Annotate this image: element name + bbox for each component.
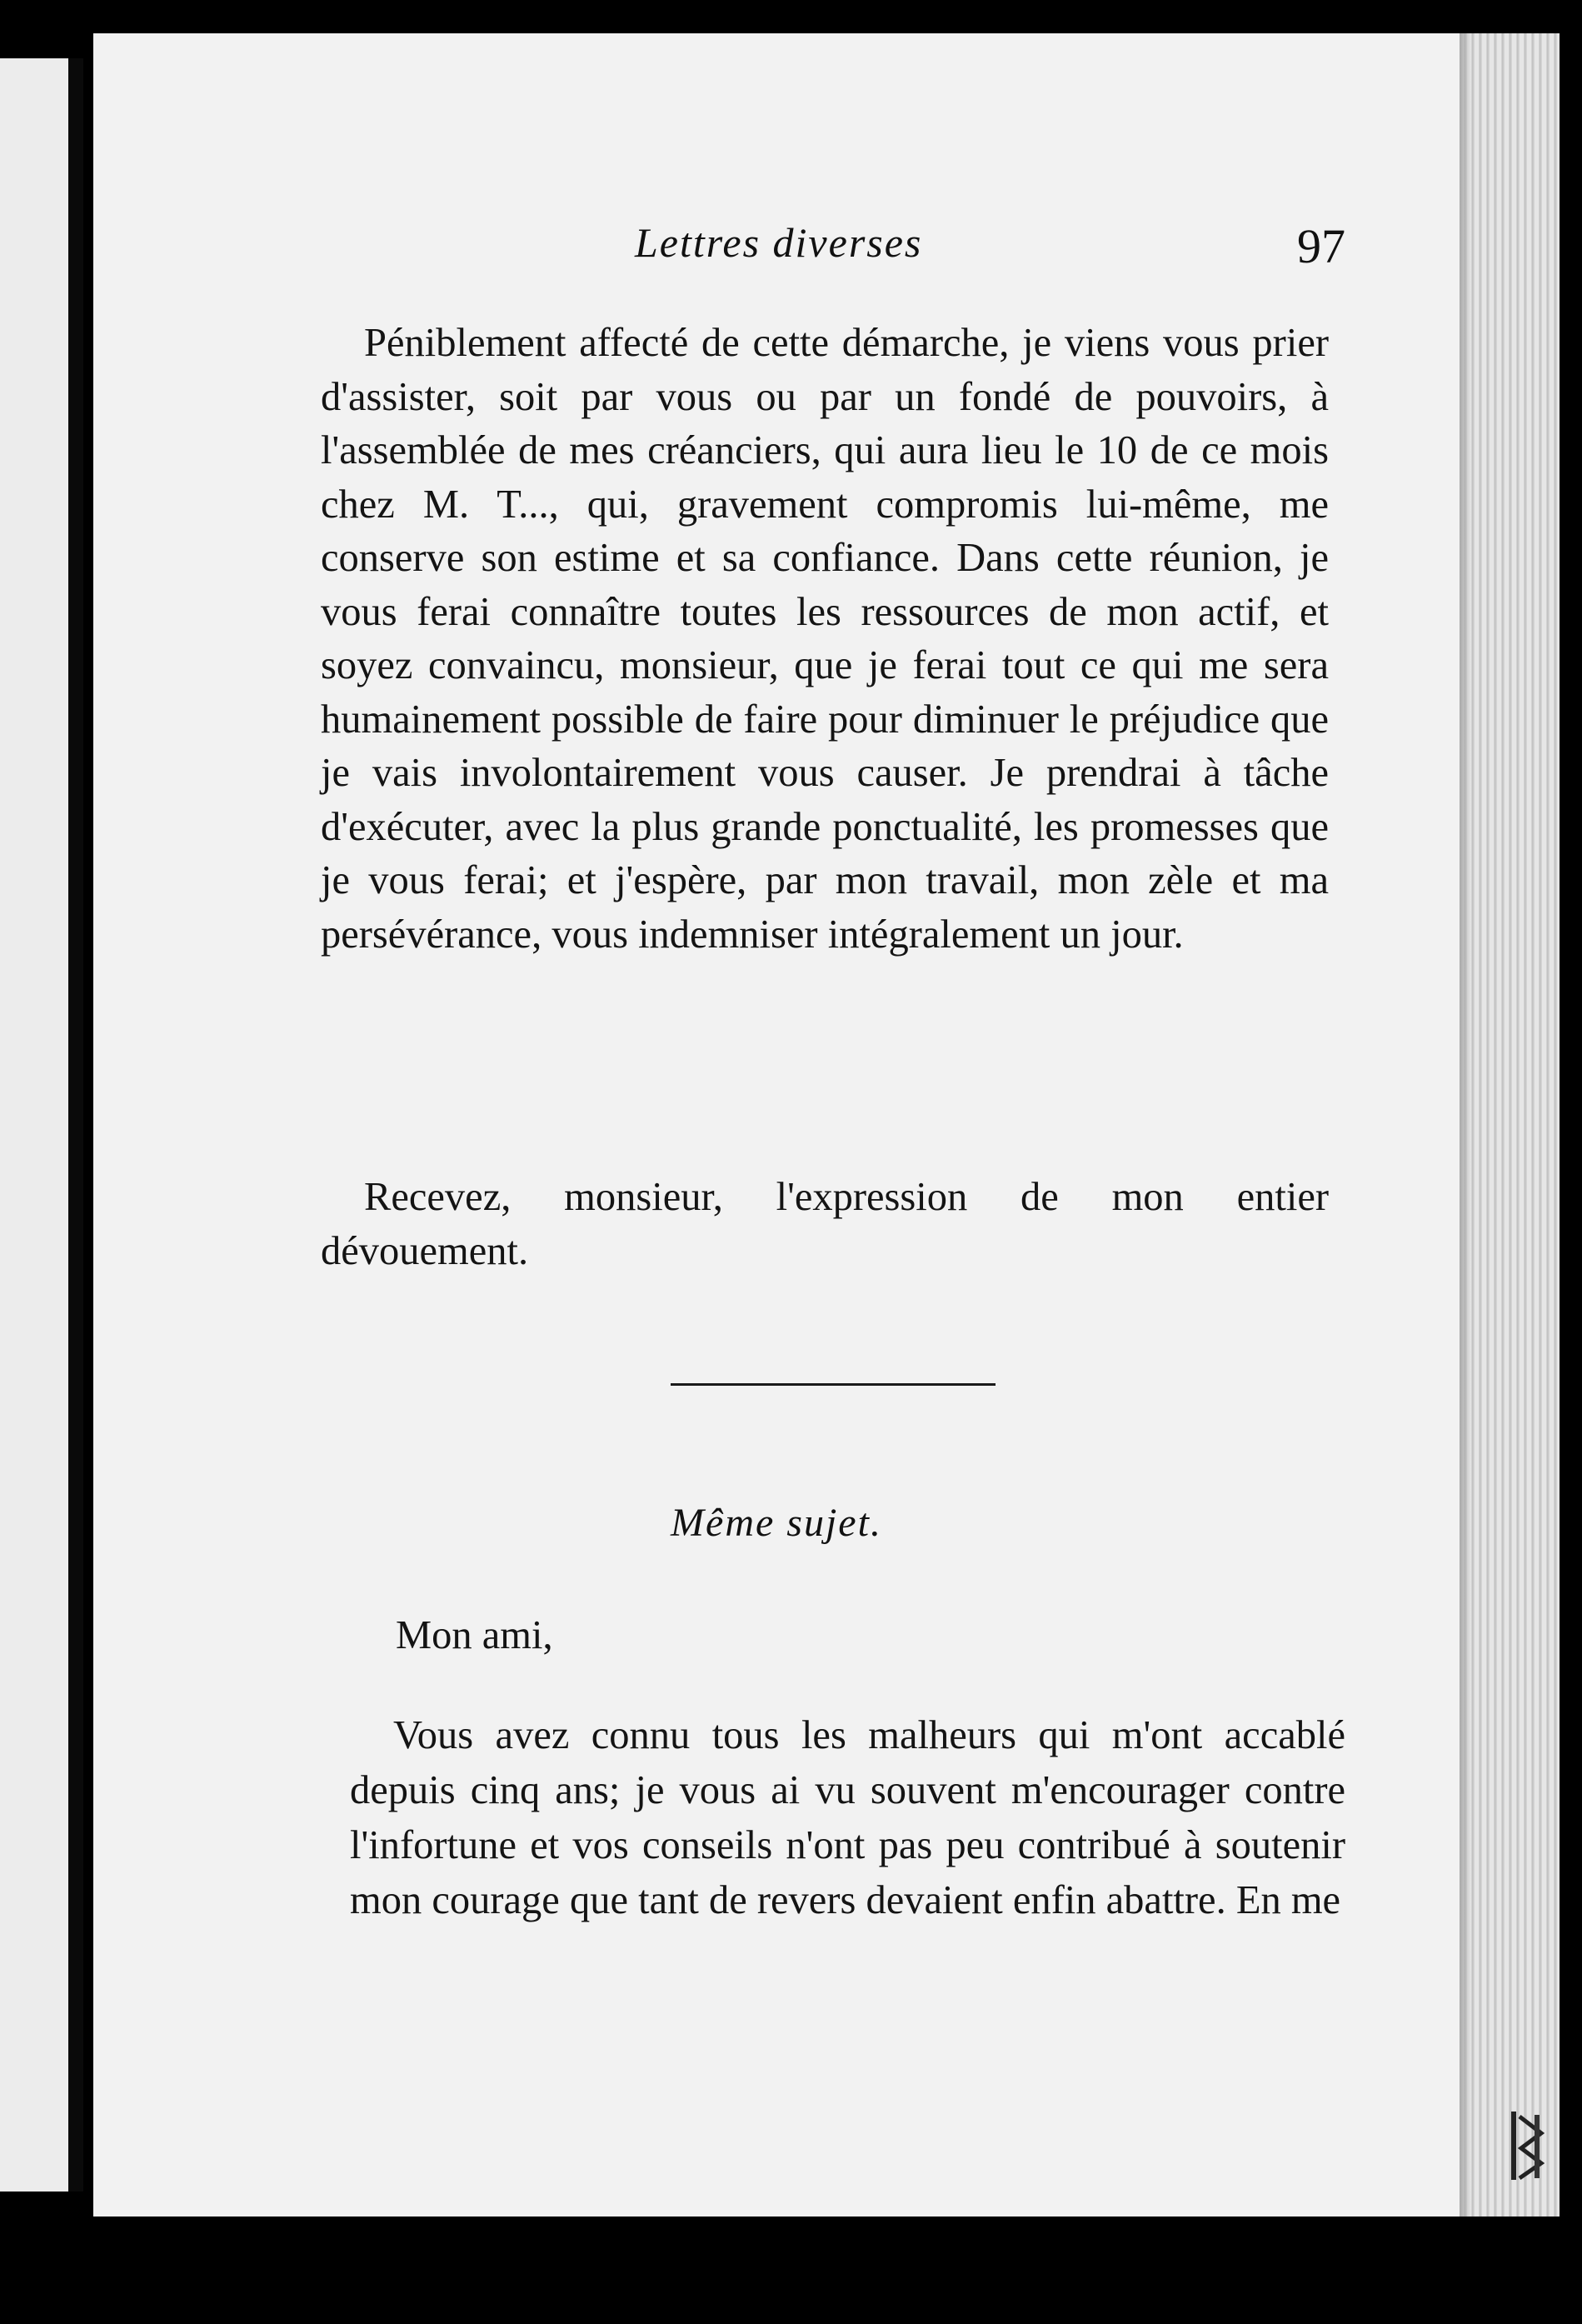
library-stamp-icon: [1510, 2108, 1545, 2183]
section-title: Même sujet.: [671, 1501, 882, 1545]
letter-closing: Recevez, monsieur, l'expression de mon entier dévouement.: [321, 1175, 1329, 1273]
page-stack-edge: [1460, 33, 1560, 2217]
left-page-edge: [0, 58, 68, 2192]
section-divider: [671, 1383, 996, 1386]
book-gutter: [68, 58, 83, 2192]
second-letter-paragraph: Vous avez connu tous les malheurs qui m'ont accablé depuis cinq ans; je vous ai vu souvent m'encourager contre l'infortune et vos conseils n'ont pas peu contribué à soutenir mon courage que tant de revers devaient enfin abattre. En me: [350, 1713, 1345, 1922]
page-edge-shadow: [1460, 33, 1471, 2217]
running-title: Lettres diverses: [635, 219, 923, 266]
salutation: Mon ami,: [396, 1613, 553, 1657]
letter-paragraph: Péniblement affecté de cette démarche, je viens vous prier d'assister, soit par vous ou par un fondé de pouvoirs, à l'assemblée de mes créanciers, qui aura lieu le 10 de ce mois chez M. T..., qui, gravement compromis lui-même, me conserve son estime et sa confiance. Dans cette réunion, je vous ferai connaître toutes les ressources de mon actif, et soyez convaincu, monsieur, que je ferai tout ce qui me sera humainement possible de faire pour diminuer le préjudice que je vais involontairement vous causer. Je prendrai à tâche d'exécuter, avec la plus grande ponctualité, les promesses que je vous ferai; et j'espère, par mon travail, mon zèle et ma persévérance, vous indemniser intégralement un jour.: [321, 321, 1329, 957]
page-number: 97: [1297, 219, 1345, 273]
running-head: [93, 218, 1460, 285]
letter-body: [321, 317, 1329, 962]
